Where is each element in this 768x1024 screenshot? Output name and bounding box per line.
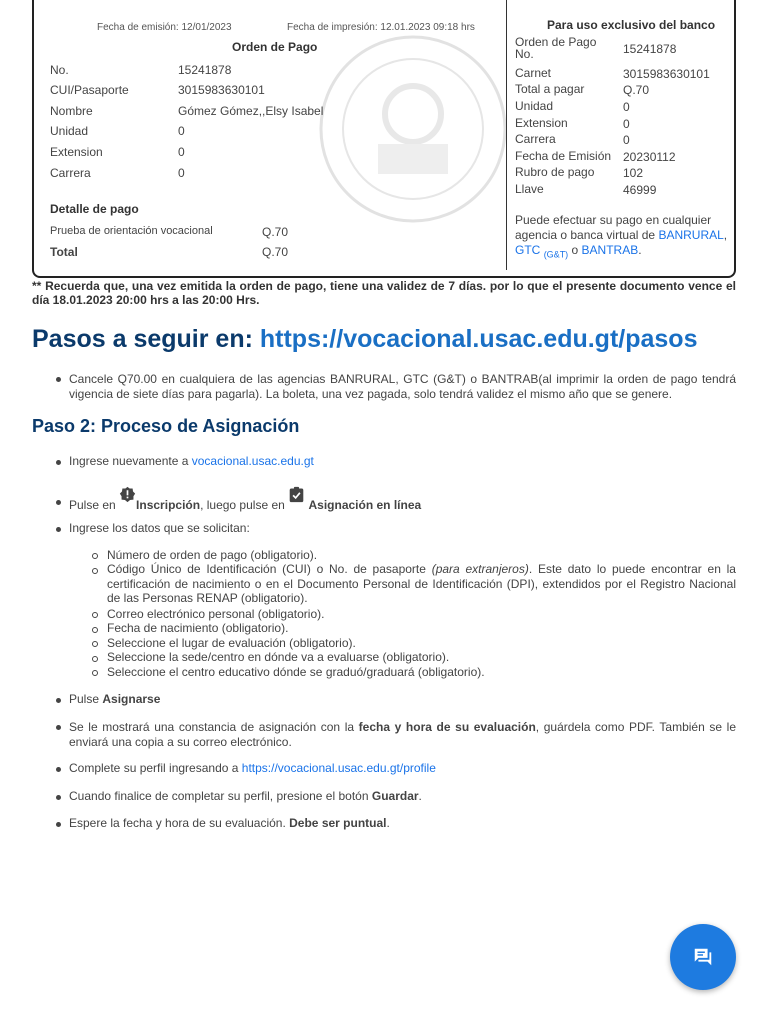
validity-warning: ** Recuerda que, una vez emitida la orden de pago, tiene una validez de 7 días. por lo que el presente documento vence el día 18.01.2023 20:00 hrs a las 20:00 Hrs. [32, 279, 736, 307]
list-item [69, 720, 736, 749]
sub-item: Seleccione la sede/centro en dónde va a evaluarse (obligatorio). [107, 650, 450, 664]
field-value: 0 [178, 124, 185, 138]
receipt-main-section [34, 0, 506, 270]
bank-section [506, 0, 734, 270]
list-item [69, 816, 736, 831]
bullet [56, 822, 61, 827]
bank-title: Para uso exclusivo del banco [547, 18, 716, 32]
bank-field-label: Carrera [515, 132, 556, 146]
field-label: Carrera [50, 166, 91, 180]
sub-bullet [92, 656, 98, 662]
steps-link[interactable]: https://vocacional.usac.edu.gt/pasos [259, 325, 698, 353]
sub-text: . Este dato lo puede encontrar en la certificación de nacimiento o en el Documento Personal de Identificación (DPI), extendidos por el Registro Nacional de las Personas RENAP (obligatorio). [107, 562, 736, 605]
field-label: No. [50, 63, 69, 77]
step1-text: Cancele Q70.00 en cualquiera de las agencias BANRURAL, GTC (G&T) o BANTRAB(al imprimir la orden de pago tendrá vigencia de siete días para pagarla). La boleta, una vez pagada, solo tendrá validez el mismo año que se genere. [69, 372, 736, 401]
field-label: Unidad [50, 124, 89, 138]
order-title: Orden de Pago [232, 40, 318, 54]
item-text-bold: Debe ser puntual [289, 816, 387, 830]
payment-amount: Q.70 [262, 225, 289, 239]
bank-field-label: Unidad [515, 99, 554, 113]
bullet [56, 725, 61, 730]
list-item [69, 761, 736, 776]
comma-text: , [723, 228, 728, 242]
inscripcion-label[interactable]: Inscripción [136, 498, 201, 512]
item-text: Espere la fecha y hora de su evaluación. [69, 816, 290, 830]
bantrab-link[interactable]: BANTRAB [581, 243, 639, 257]
bank-note-text: Puede efectuar su pago en cualquier agencia o banca virtual de [515, 213, 712, 242]
payment-detail-title: Detalle de pago [50, 202, 139, 216]
sub-item: Seleccione el lugar de evaluación (obligatorio). [107, 636, 356, 650]
bullet [56, 795, 61, 800]
sub-item: Número de orden de pago (obligatorio). [107, 548, 318, 562]
list-item [69, 692, 736, 707]
sub-bullet [92, 627, 98, 633]
chat-icon [692, 946, 714, 968]
banrural-link[interactable]: BANRURAL [658, 228, 724, 242]
or-text: o [568, 243, 582, 257]
total-amount: Q.70 [262, 245, 289, 259]
bank-field-value: 20230112 [623, 150, 676, 164]
item-text: Se le mostrará una constancia de asignación con la [69, 720, 359, 734]
payment-total-row [50, 245, 289, 259]
field-value: 3015983630101 [178, 83, 265, 97]
sub-item: Fecha de nacimiento (obligatorio). [107, 621, 289, 635]
field-value: 0 [178, 145, 185, 159]
item-text: Pulse en [69, 498, 120, 512]
asignarse-label: Asignarse [102, 692, 161, 706]
bank-field-value: 0 [623, 133, 630, 147]
bullet [56, 377, 61, 382]
step2-title: Paso 2: Proceso de Asignación [32, 416, 300, 436]
item-text: . [418, 789, 422, 803]
payment-order-receipt [32, 0, 736, 278]
field-label: Nombre [50, 104, 93, 118]
bullet [56, 767, 61, 772]
bullet [56, 500, 61, 505]
sub-bullet [92, 568, 98, 574]
bank-field-label: Orden de Pago No. [515, 35, 597, 61]
bank-field-value: 3015983630101 [623, 67, 710, 81]
print-date: Fecha de impresión: 12.01.2023 09:18 hrs [287, 22, 475, 33]
bank-field-value: 46999 [623, 183, 657, 197]
bank-field-label: Total a pagar [515, 82, 585, 96]
list-item [69, 789, 736, 804]
bank-field-value: 0 [623, 100, 630, 114]
gtc-label: GTC [515, 243, 541, 257]
steps-heading [32, 325, 697, 354]
field-label: Extension [50, 145, 103, 159]
sub-item [107, 562, 736, 606]
vocacional-link[interactable]: vocacional.usac.edu.gt [191, 454, 314, 468]
list-item [69, 486, 736, 519]
period-text: . [638, 243, 642, 257]
sub-text: Código Único de Identificación (CUI) o No. de pasaporte [107, 562, 432, 576]
field-value: 0 [178, 166, 185, 180]
heading-prefix: Pasos a seguir en: [32, 325, 260, 353]
item-text: Ingrese nuevamente a [69, 454, 192, 468]
bullet [56, 527, 61, 532]
bank-field-label: Carnet [515, 66, 552, 80]
sub-bullet [92, 612, 98, 618]
bank-note [515, 213, 733, 262]
bullet [56, 460, 61, 465]
bank-field-value: 15241878 [623, 42, 677, 56]
badge-alert-icon [119, 486, 136, 503]
item-text: . [386, 816, 390, 830]
gtc-link[interactable] [515, 243, 569, 260]
bank-field-value: 0 [623, 117, 630, 131]
guardar-label: Guardar [371, 789, 419, 803]
sub-bullet [92, 670, 98, 676]
item-text: , luego pulse en [200, 498, 289, 512]
field-value: Gómez Gómez,,Elsy Isabel [178, 104, 324, 118]
item-text-bold: fecha y hora de su evaluación [358, 720, 536, 734]
sub-item: Correo electrónico personal (obligatorio). [107, 607, 325, 621]
field-label: CUI/Pasaporte [50, 83, 129, 97]
bank-field-label: Llave [515, 182, 544, 196]
chat-button[interactable] [670, 924, 736, 990]
profile-link[interactable]: https://vocacional.usac.edu.gt/profile [241, 761, 436, 775]
bank-field-value: Q.70 [623, 83, 650, 97]
payment-detail-row [50, 225, 289, 239]
bank-field-label: Fecha de Emisión [515, 149, 612, 163]
total-label: Total [50, 245, 78, 259]
bank-field-value: 102 [623, 166, 644, 180]
item-text: Complete su perfil ingresando a [69, 761, 242, 775]
sub-text-italic: (para extranjeros) [431, 562, 529, 576]
sub-bullet [92, 553, 98, 559]
field-value: 15241878 [178, 63, 232, 77]
sub-bullet [92, 641, 98, 647]
bullet [56, 698, 61, 703]
asignacion-label[interactable]: Asignación en línea [308, 498, 422, 512]
list-item [69, 454, 736, 469]
clipboard-check-icon [288, 486, 305, 503]
sub-item: Seleccione el centro educativo dónde se graduó/graduará (obligatorio). [107, 665, 485, 679]
bank-field-label: Rubro de pago [515, 165, 595, 179]
issue-date: Fecha de emisión: 12/01/2023 [97, 22, 232, 33]
item-text: Pulse [69, 692, 103, 706]
gt-label: (G&T) [543, 249, 569, 260]
item-text: , guárdela como PDF. También se le enviará una copia a su correo electrónico. [69, 720, 737, 749]
payment-item: Prueba de orientación vocacional [50, 225, 213, 237]
list-item: Ingrese los datos que se solicitan: [69, 521, 250, 535]
bank-field-label: Extension [515, 116, 568, 130]
item-text: Cuando finalice de completar su perfil, presione el botón [69, 789, 372, 803]
